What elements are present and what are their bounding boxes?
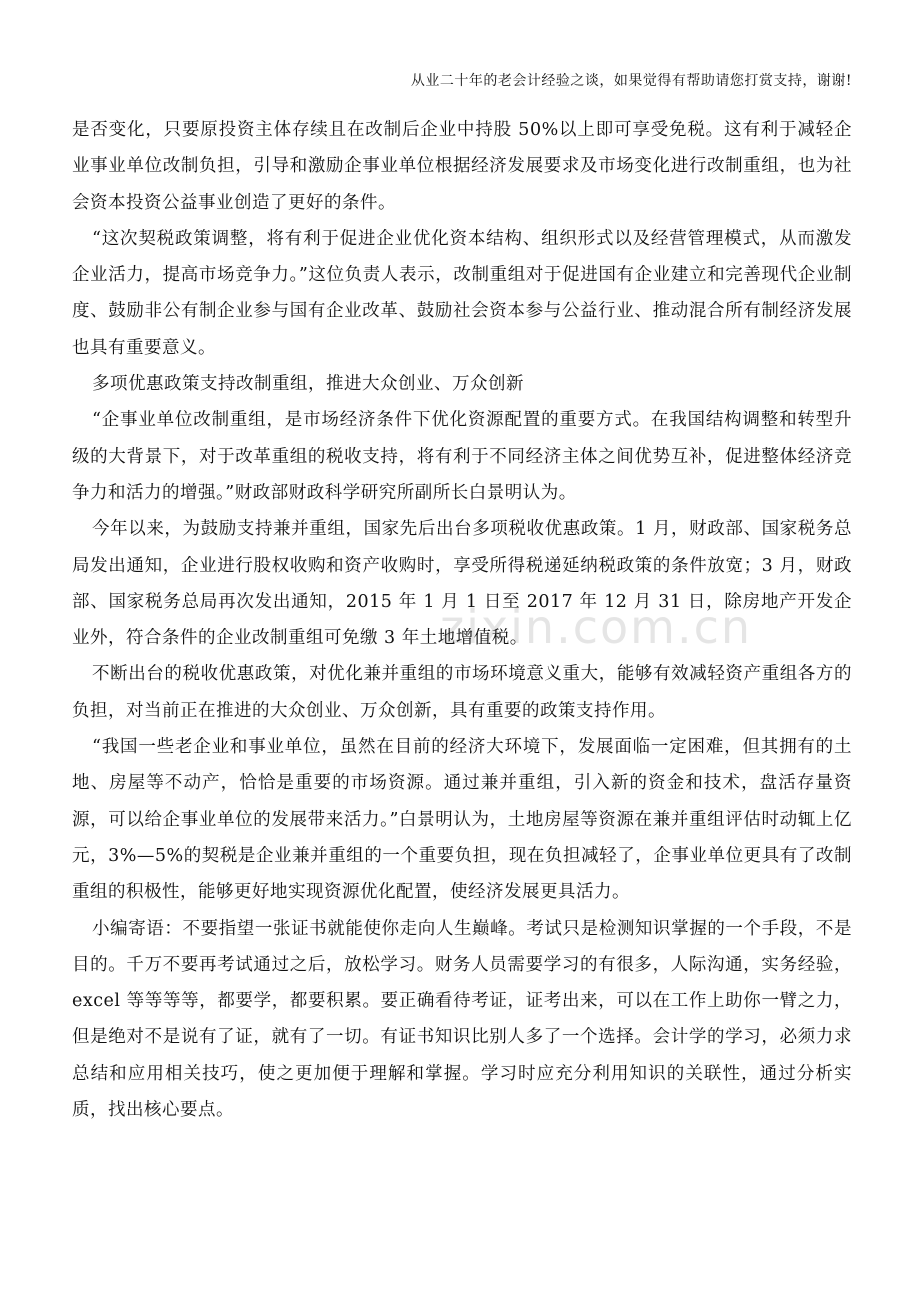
paragraph-4: 今年以来，为鼓励支持兼并重组，国家先后出台多项税收优惠政策。1 月，财政部、国家税务总局发出通知，企业进行股权收购和资产收购时，享受所得税递延纳税政策的条件放宽；3 月，财政部、国家税务总局再次发出通知，2015 年 1 月 1 日至 2017 年 12 月 31 日，除房地产开发企业外，符合条件的企业改制重组可免缴 3 年土地增值税。 <box>72 519 852 649</box>
page-header-note: 从业二十年的老会计经验之谈，如果觉得有帮助请您打赏支持，谢谢! <box>410 73 852 89</box>
watermark: zixin.com.cn <box>440 600 753 654</box>
paragraph-1: 是否变化，只要原投资主体存续且在改制后企业中持股 50%以上即可享受免税。这有利于减轻企业事业单位改制负担，引导和激励企事业单位根据经济发展要求及市场变化进行改制重组，也为社会资本投资公益事业创造了更好的条件。 <box>72 120 852 213</box>
paragraph-3: “企事业单位改制重组，是市场经济条件下优化资源配置的重要方式。在我国结构调整和转型升级的大背景下，对于改革重组的税收支持，将有利于不同经济主体之间优势互补，促进整体经济竞争力和活力的增强。”财政部财政科学研究所副所长白景明认为。 <box>72 410 852 503</box>
editor-note-paragraph: 小编寄语：不要指望一张证书就能使你走向人生巅峰。考试只是检测知识掌握的一个手段，不是目的。千万不要再考试通过之后，放松学习。财务人员需要学习的有很多，人际沟通，实务经验，excel 等等等等，都要学，都要积累。要正确看待考证，证考出来，可以在工作上助你一臂之力，但是绝对不是说有了证，就有了一切。有证书知识比别人多了一个选择。会计学的学习，必须力求总结和应用相关技巧，使之更加便于理解和掌握。学习时应充分利用知识的关联性，通过分析实质，找出核心要点。 <box>72 918 852 1121</box>
paragraph-2: “这次契税政策调整，将有利于促进企业优化资本结构、组织形式以及经营管理模式，从而激发企业活力，提高市场竞争力。”这位负责人表示，改制重组对于促进国有企业建立和完善现代企业制度、鼓励非公有制企业参与国有企业改革、鼓励社会资本参与公益行业、推动混合所有制经济发展也具有重要意义。 <box>72 228 852 358</box>
document-body <box>72 112 852 1128</box>
paragraph-5: 不断出台的税收优惠政策，对优化兼并重组的市场环境意义重大，能够有效减轻资产重组各方的负担，对当前正在推进的大众创业、万众创新，具有重要的政策支持作用。 <box>72 664 852 721</box>
section-heading: 多项优惠政策支持改制重组，推进大众创业、万众创新 <box>92 374 524 395</box>
paragraph-6: “我国一些老企业和事业单位，虽然在目前的经济大环境下，发展面临一定困难，但其拥有的土地、房屋等不动产，恰恰是重要的市场资源。通过兼并重组，引入新的资金和技术，盘活存量资源，可以给企事业单位的发展带来活力。”白景明认为，土地房屋等资源在兼并重组评估时动辄上亿元，3%—5%的契税是企业兼并重组的一个重要负担，现在负担减轻了，企事业单位更具有了改制重组的积极性，能够更好地实现资源优化配置，使经济发展更具活力。 <box>72 737 852 903</box>
